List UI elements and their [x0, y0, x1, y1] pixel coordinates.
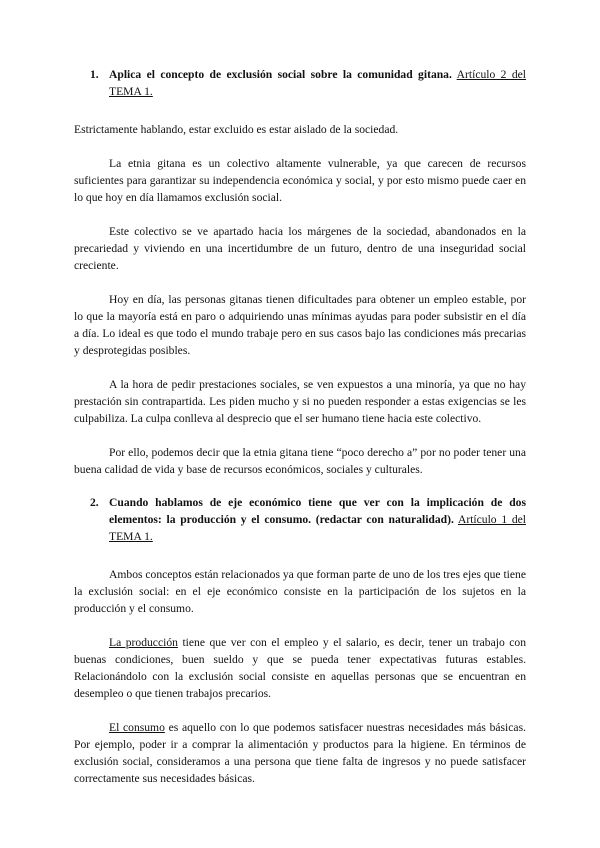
paragraph: Ambos conceptos están relacionados ya que forman parte de uno de los tres ejes que tiene la exclusión social: en el eje económico consiste en la participación de los sujetos en la producción y el consumo.: [74, 568, 526, 615]
produccion-text: tiene que ver con el empleo y el salario, es decir, tener un trabajo con buenas condiciones, buen sueldo y que se pueda tener expectativas futuras estables. Relacionándolo con la exclusión social consiste en aquellas personas que se encuentran en desempleo o que tienen trabajos precarios.: [74, 636, 527, 700]
paragraph: Este colectivo se ve apartado hacia los márgenes de la sociedad, abandonados en la precariedad y viviendo en una incertidumbre de un futuro, dentro de una inseguridad social creciente.: [74, 225, 526, 272]
intro-sentence: Estrictamente hablando, estar excluido es estar aislado de la sociedad.: [74, 123, 399, 136]
question-list: [74, 66, 526, 787]
produccion-term: La producción: [109, 636, 178, 649]
question-1: [74, 66, 526, 478]
paragraph: La etnia gitana es un colectivo altamente vulnerable, ya que carecen de recursos suficientes para garantizar su independencia económica y social, y por esto mismo puede caer en lo que hoy en día llamamos exclusión social.: [74, 157, 526, 204]
question-text: Aplica el concepto de exclusión social sobre la comunidad gitana.: [109, 68, 452, 81]
consumo-term: El consumo: [109, 721, 165, 734]
article-reference: Artículo 1 del TEMA 1.: [109, 513, 526, 543]
question-1-heading: [74, 66, 526, 100]
question-number: 1.: [90, 68, 99, 81]
question-text: Cuando hablamos de eje económico tiene que ver con la implicación de dos elementos: la producción y el consumo. (redactar con naturalidad).: [109, 496, 526, 526]
consumo-paragraph: [74, 719, 526, 787]
article-reference: Artículo 2 del TEMA 1.: [109, 68, 526, 98]
question-2-heading: [74, 494, 526, 545]
question-number: 2.: [90, 496, 99, 509]
paragraph: A la hora de pedir prestaciones sociales, se ven expuestos a una minoría, ya que no hay prestación sin contrapartida. Les piden mucho y si no pueden responder a estas exigencias se les culpabiliza. La culpa conlleva al desprecio que el ser humano tiene hacia este colectivo.: [74, 378, 526, 425]
consumo-text: es aquello con lo que podemos satisfacer nuestras necesidades más básicas. Por ejemplo, poder ir a comprar la alimentación y productos para la higiene. En términos de exclusión social, consideramos a una persona que tiene falta de ingresos y no puede satisfacer correctamente sus necesidades básicas.: [74, 721, 526, 785]
paragraph: Hoy en día, las personas gitanas tienen dificultades para obtener un empleo estable, por lo que la mayoría está en paro o adquiriendo unas mínimas ayudas para poder subsistir en el día a día. Lo ideal es que todo el mundo trabaje pero en sus casos bajo las condiciones más precarias y desprotegidas posibles.: [74, 293, 526, 357]
paragraph: Por ello, podemos decir que la etnia gitana tiene “poco derecho a” por no poder tener una buena calidad de vida y base de recursos económicos, sociales y culturales.: [74, 446, 526, 476]
produccion-paragraph: [74, 634, 526, 702]
question-2: [74, 494, 526, 787]
document-content: [74, 66, 526, 787]
